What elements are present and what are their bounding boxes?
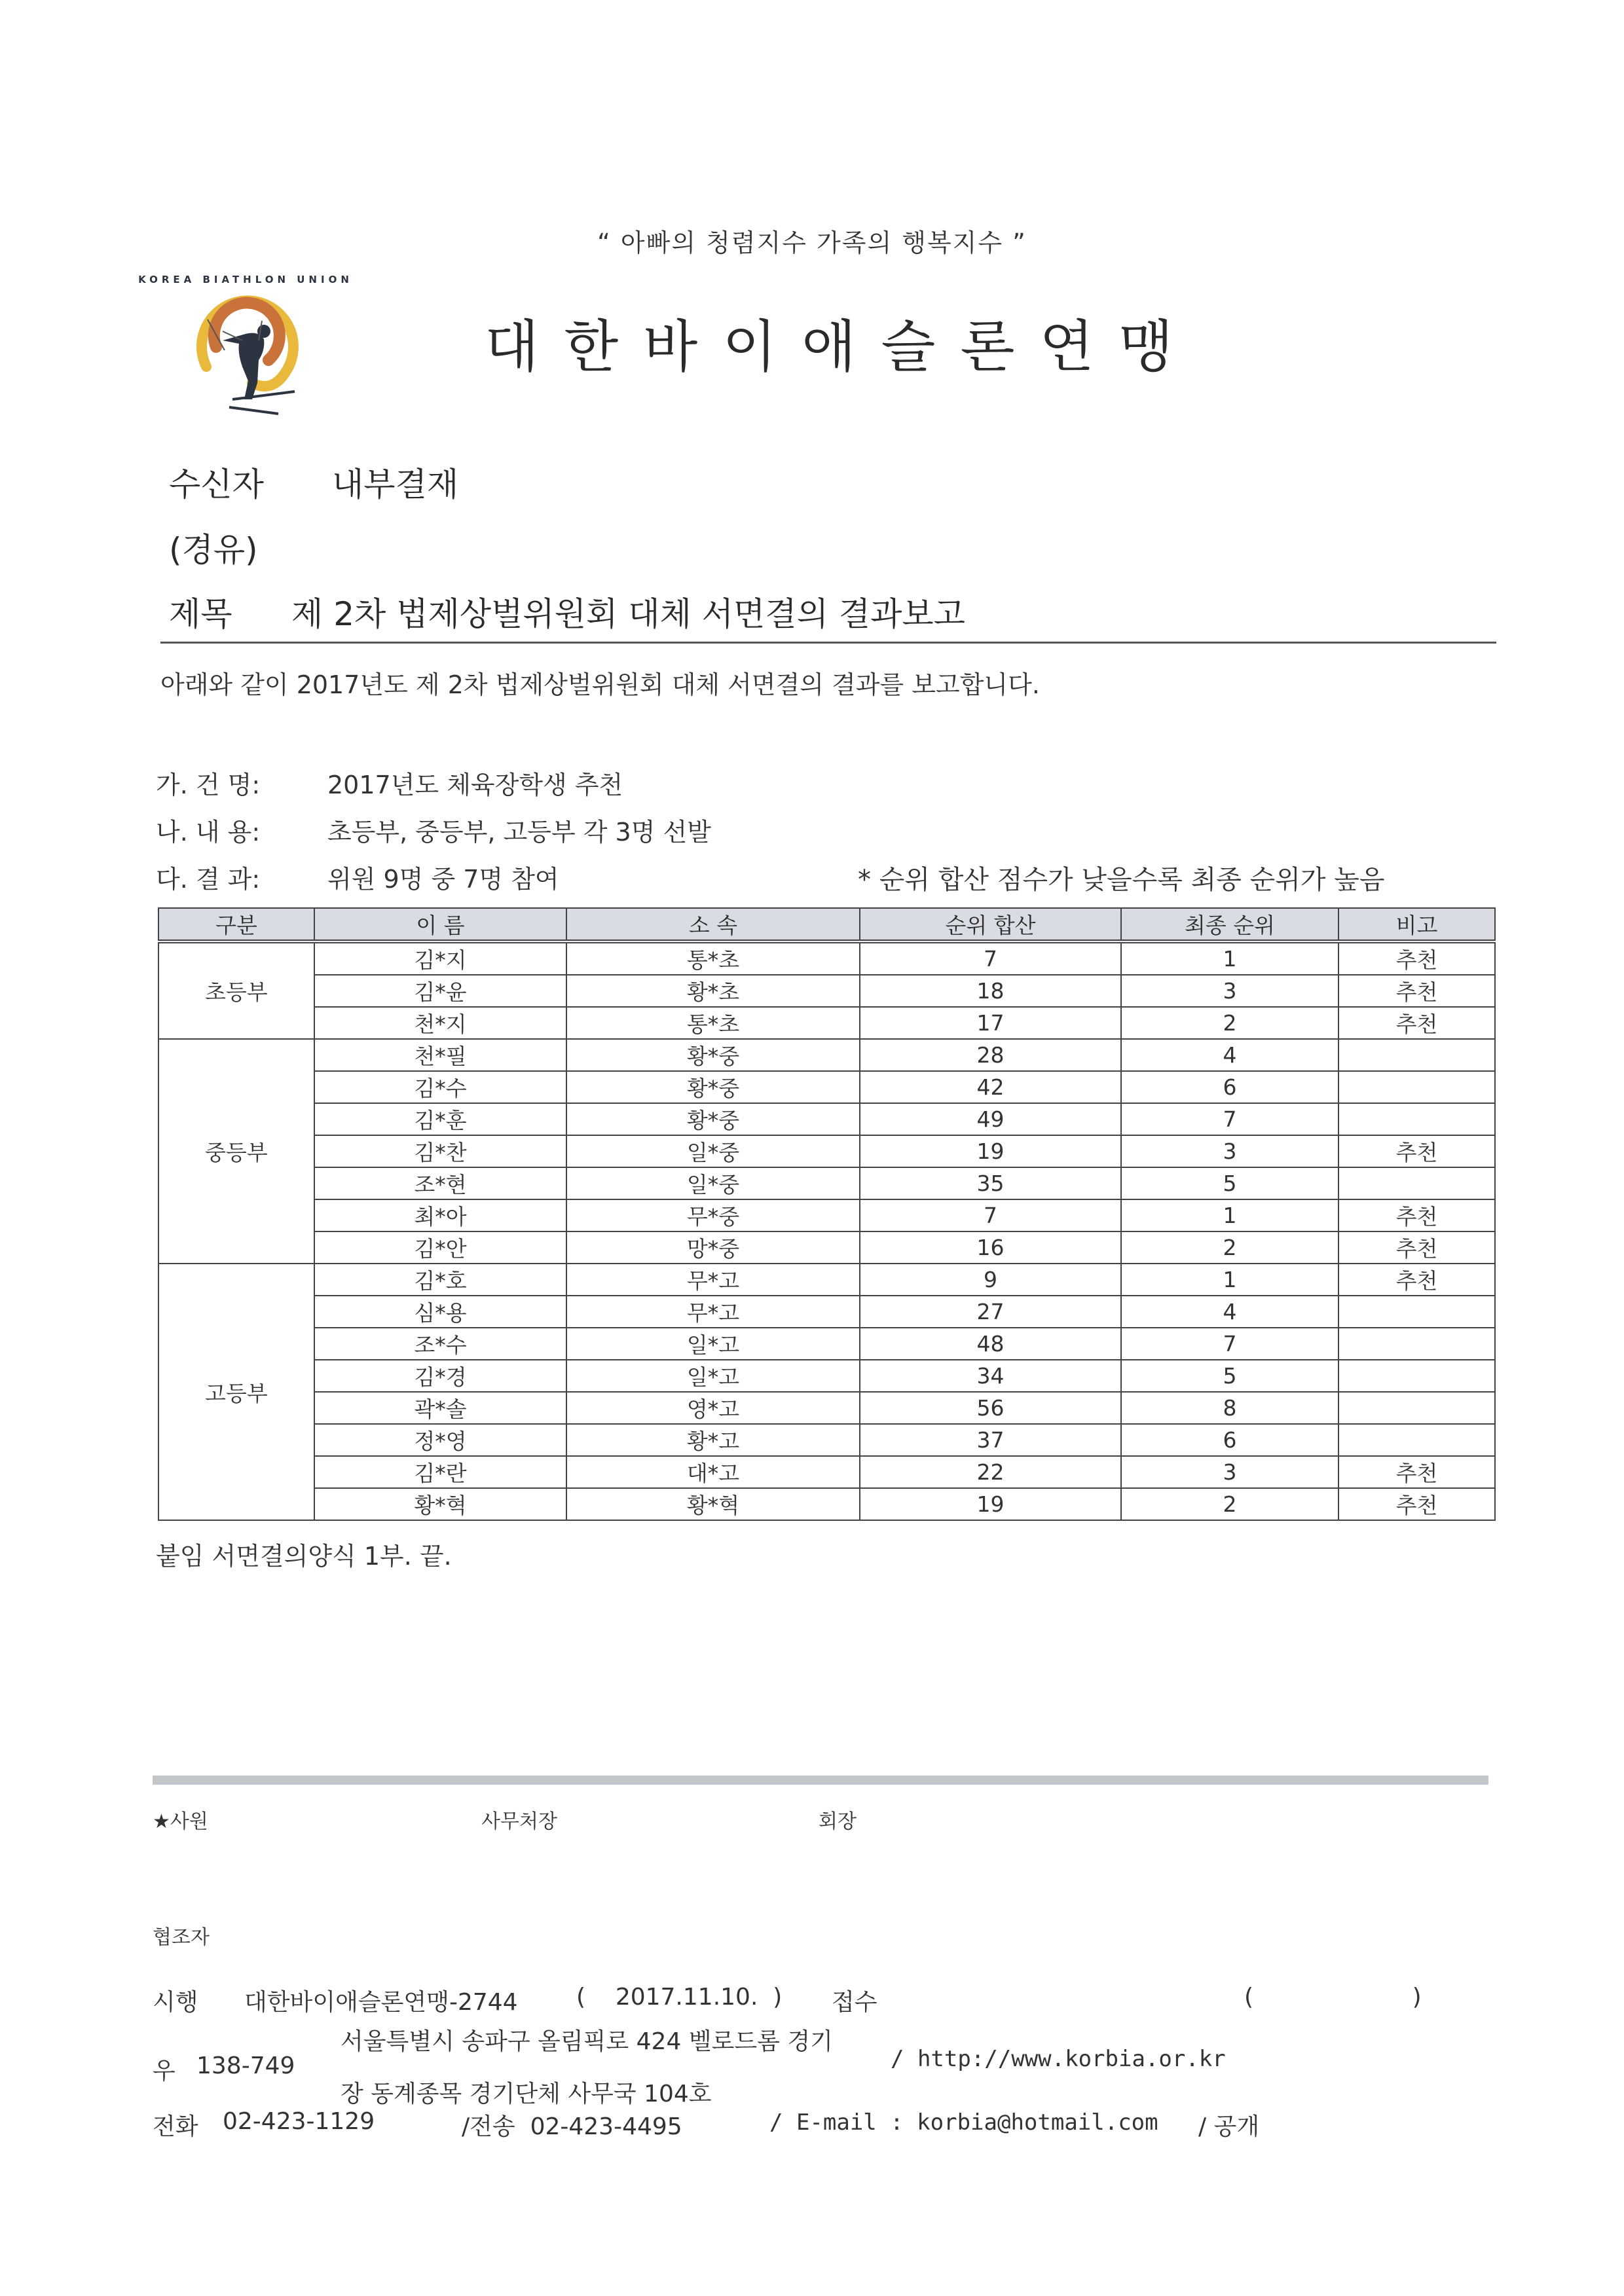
via-label: (경유) (169, 531, 258, 569)
cell-division: 초등부 (158, 941, 314, 1039)
table-row (158, 975, 1495, 1007)
cell-final-rank: 4 (1121, 1039, 1338, 1071)
table-row (158, 1392, 1495, 1424)
approver-president: 회장 (819, 1810, 857, 1833)
cell-rank-sum: 7 (860, 1199, 1121, 1231)
cell-final-rank: 5 (1121, 1360, 1338, 1392)
phone-number: 02-423-1129 (223, 2108, 375, 2135)
cell-name: 천*필 (314, 1039, 566, 1071)
email-link[interactable]: / E-mail : korbia@hotmail.com (769, 2109, 1158, 2136)
table-row (158, 1135, 1495, 1167)
cell-remarks (1338, 1424, 1495, 1456)
postal-label: 우 (153, 2058, 175, 2085)
cell-school: 망*중 (566, 1231, 860, 1264)
cell-remarks: 추천 (1338, 1456, 1495, 1488)
fax-number: /전송 02-423-4495 (462, 2113, 682, 2140)
table-row (158, 1264, 1495, 1296)
cell-name: 김*안 (314, 1231, 566, 1264)
cell-name: 김*찬 (314, 1135, 566, 1167)
cell-final-rank: 3 (1121, 975, 1338, 1007)
col-header-final-rank: 최종 순위 (1121, 908, 1338, 941)
attachment-note: 붙임 서면결의양식 1부. 끝. (156, 1542, 452, 1571)
cell-rank-sum: 7 (860, 941, 1121, 975)
cell-school: 황*중 (566, 1039, 860, 1071)
results-table (158, 907, 1496, 1521)
ranking-note: * 순위 합산 점수가 낮을수록 최종 순위가 높음 (858, 865, 1385, 895)
subject-value: 제 2차 법제상벌위원회 대체 서면결의 결과보고 (291, 595, 965, 633)
cell-rank-sum: 49 (860, 1103, 1121, 1135)
cell-name: 심*용 (314, 1296, 566, 1328)
cell-school: 무*고 (566, 1296, 860, 1328)
table-row (158, 1328, 1495, 1360)
address-line-1: 서울특별시 송파구 올림픽로 424 벨로드롬 경기 (341, 2028, 833, 2055)
cell-final-rank: 4 (1121, 1296, 1338, 1328)
table-header-row (158, 908, 1495, 941)
postal-code: 138-749 (196, 2052, 295, 2079)
item-value-content: 초등부, 중등부, 고등부 각 3명 선발 (327, 818, 711, 847)
table-row (158, 1360, 1495, 1392)
cell-final-rank: 8 (1121, 1392, 1338, 1424)
cell-final-rank: 7 (1121, 1103, 1338, 1135)
cell-final-rank: 1 (1121, 1264, 1338, 1296)
slogan: “ 아빠의 청렴지수 가족의 행복지수 ” (597, 228, 1027, 257)
cell-school: 황*고 (566, 1424, 860, 1456)
recipient-label: 수신자 (169, 465, 264, 503)
cell-rank-sum: 56 (860, 1392, 1121, 1424)
cell-rank-sum: 16 (860, 1231, 1121, 1264)
cell-final-rank: 3 (1121, 1135, 1338, 1167)
cell-final-rank: 6 (1121, 1424, 1338, 1456)
cell-remarks (1338, 1328, 1495, 1360)
cell-remarks (1338, 1103, 1495, 1135)
table-row (158, 1456, 1495, 1488)
cell-school: 영*고 (566, 1392, 860, 1424)
cell-rank-sum: 34 (860, 1360, 1121, 1392)
biathlon-skier-icon (138, 268, 353, 419)
cell-remarks: 추천 (1338, 1264, 1495, 1296)
cell-final-rank: 3 (1121, 1456, 1338, 1488)
item-label-content: 나. 내 용: (156, 818, 261, 847)
receipt-blank: ( ) (1244, 1984, 1424, 2011)
table-row (158, 941, 1495, 975)
item-value-subject: 2017년도 체육장학생 추천 (327, 771, 623, 799)
approver-secretary-general: 사무처장 (481, 1810, 557, 1833)
cell-school: 황*초 (566, 975, 860, 1007)
enforce-doc-number: 대한바이애슬론연맹-2744 (244, 1989, 518, 2016)
cell-school: 대*고 (566, 1456, 860, 1488)
cell-name: 정*영 (314, 1424, 566, 1456)
col-header-school: 소 속 (566, 908, 860, 941)
cell-school: 황*중 (566, 1103, 860, 1135)
cell-school: 무*고 (566, 1264, 860, 1296)
cell-remarks (1338, 1296, 1495, 1328)
cell-name: 곽*솔 (314, 1392, 566, 1424)
org-logo (138, 268, 353, 419)
cell-remarks (1338, 1039, 1495, 1071)
table-row (158, 1296, 1495, 1328)
table-row (158, 1488, 1495, 1520)
table-row (158, 1007, 1495, 1039)
cell-remarks: 추천 (1338, 941, 1495, 975)
enforce-date: ( 2017.11.10. ) (576, 1984, 783, 2011)
logo-text: KOREA BIATHLON UNION (138, 274, 353, 285)
cooperator-label: 협조자 (153, 1926, 210, 1949)
cell-school: 일*고 (566, 1328, 860, 1360)
table-row (158, 1167, 1495, 1199)
cell-name: 김*수 (314, 1071, 566, 1103)
cell-name: 김*훈 (314, 1103, 566, 1135)
cell-rank-sum: 35 (860, 1167, 1121, 1199)
cell-remarks: 추천 (1338, 1488, 1495, 1520)
table-row (158, 1103, 1495, 1135)
subject-label: 제목 (169, 595, 232, 633)
cell-remarks (1338, 1392, 1495, 1424)
subject-divider (160, 642, 1496, 644)
cell-final-rank: 5 (1121, 1167, 1338, 1199)
table-row (158, 1071, 1495, 1103)
cell-remarks (1338, 1167, 1495, 1199)
cell-school: 통*초 (566, 1007, 860, 1039)
cell-school: 황*혁 (566, 1488, 860, 1520)
cell-rank-sum: 42 (860, 1071, 1121, 1103)
cell-remarks (1338, 1071, 1495, 1103)
cell-rank-sum: 17 (860, 1007, 1121, 1039)
cell-rank-sum: 22 (860, 1456, 1121, 1488)
item-value-result: 위원 9명 중 7명 참여 (327, 865, 559, 894)
cell-remarks (1338, 1360, 1495, 1392)
cell-final-rank: 6 (1121, 1071, 1338, 1103)
cell-remarks: 추천 (1338, 1199, 1495, 1231)
cell-school: 황*중 (566, 1071, 860, 1103)
cell-rank-sum: 37 (860, 1424, 1121, 1456)
cell-final-rank: 1 (1121, 1199, 1338, 1231)
cell-name: 조*현 (314, 1167, 566, 1199)
table-row (158, 1199, 1495, 1231)
table-row (158, 1424, 1495, 1456)
cell-final-rank: 2 (1121, 1007, 1338, 1039)
cell-remarks: 추천 (1338, 1007, 1495, 1039)
item-label-result: 다. 결 과: (156, 865, 261, 894)
cell-rank-sum: 19 (860, 1135, 1121, 1167)
cell-rank-sum: 28 (860, 1039, 1121, 1071)
cell-school: 통*초 (566, 941, 860, 975)
cell-final-rank: 1 (1121, 941, 1338, 975)
receipt-label: 접수 (832, 1989, 877, 2016)
cell-rank-sum: 19 (860, 1488, 1121, 1520)
item-label-subject: 가. 건 명: (156, 771, 261, 799)
cell-rank-sum: 18 (860, 975, 1121, 1007)
col-header-division: 구분 (158, 908, 314, 941)
cell-school: 일*중 (566, 1135, 860, 1167)
cell-remarks: 추천 (1338, 1231, 1495, 1264)
cell-remarks: 추천 (1338, 1135, 1495, 1167)
footer-divider-bar (153, 1776, 1488, 1785)
phone-label: 전화 (153, 2113, 198, 2140)
table-row (158, 1039, 1495, 1071)
cell-rank-sum: 9 (860, 1264, 1121, 1296)
cell-division: 고등부 (158, 1264, 314, 1520)
disclosure-status: / 공개 (1198, 2113, 1260, 2140)
cell-name: 김*호 (314, 1264, 566, 1296)
cell-division: 중등부 (158, 1039, 314, 1264)
cell-final-rank: 2 (1121, 1488, 1338, 1520)
cell-rank-sum: 48 (860, 1328, 1121, 1360)
address-line-2: 장 동계종목 경기단체 사무국 104호 (341, 2081, 712, 2107)
website-link[interactable]: / http://www.korbia.or.kr (891, 2046, 1226, 2072)
cell-final-rank: 7 (1121, 1328, 1338, 1360)
table-body (158, 941, 1495, 1520)
intro-text: 아래와 같이 2017년도 제 2차 법제상벌위원회 대체 서면결의 결과를 보고합니다. (160, 670, 1040, 699)
recipient-value: 내부결재 (332, 465, 459, 503)
cell-rank-sum: 27 (860, 1296, 1121, 1328)
cell-name: 김*지 (314, 941, 566, 975)
cell-remarks: 추천 (1338, 975, 1495, 1007)
cell-school: 일*고 (566, 1360, 860, 1392)
enforce-label: 시행 (153, 1989, 198, 2016)
cell-school: 무*중 (566, 1199, 860, 1231)
table-row (158, 1231, 1495, 1264)
cell-final-rank: 2 (1121, 1231, 1338, 1264)
cell-name: 천*지 (314, 1007, 566, 1039)
col-header-rank-sum: 순위 합산 (860, 908, 1121, 941)
cell-school: 일*중 (566, 1167, 860, 1199)
col-header-remarks: 비고 (1338, 908, 1495, 941)
cell-name: 김*윤 (314, 975, 566, 1007)
cell-name: 김*란 (314, 1456, 566, 1488)
org-name: 대한바이애슬론연맹 (485, 314, 1198, 380)
cell-name: 황*혁 (314, 1488, 566, 1520)
cell-name: 김*경 (314, 1360, 566, 1392)
col-header-name: 이 름 (314, 908, 566, 941)
cell-name: 조*수 (314, 1328, 566, 1360)
cell-name: 최*아 (314, 1199, 566, 1231)
approver-staff: ★사원 (153, 1810, 208, 1833)
